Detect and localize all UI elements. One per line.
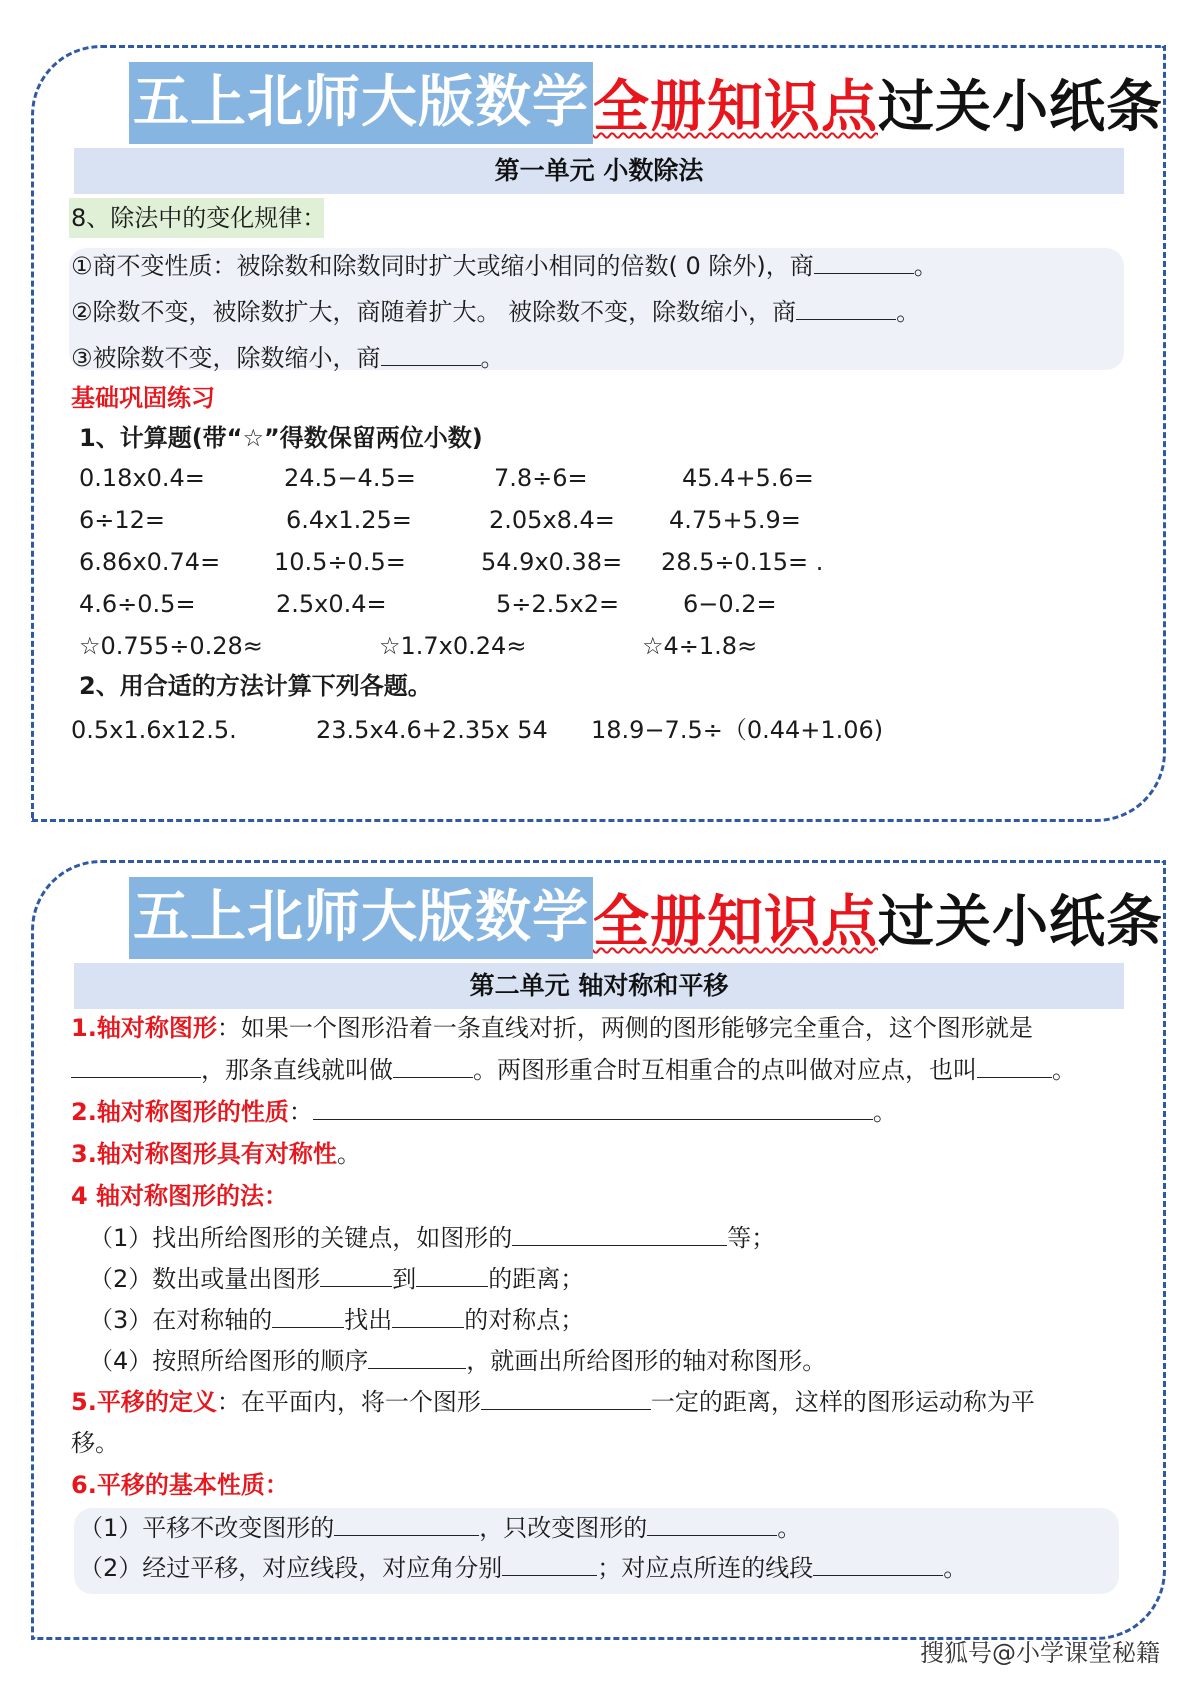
section4-item-2 <box>89 1264 584 1294</box>
calc-item: 10.5÷0.5= <box>274 548 406 576</box>
section1-line1 <box>71 1013 1033 1043</box>
period: 。 <box>913 252 938 280</box>
rule-3 <box>71 343 505 373</box>
watermark: 搜狐号@小学课堂秘籍 <box>920 1639 1160 1667</box>
blank <box>272 1305 344 1328</box>
calc-item: 6−0.2= <box>683 590 777 618</box>
blank <box>814 251 914 274</box>
section1-text: ：如果一个图形沿着一条直线对折，两侧的图形能够完全重合，这个图形就是 <box>216 1014 1033 1042</box>
section4-heading: 4 轴对称图形的法： <box>71 1182 289 1210</box>
unit-title-bar: 第一单元 小数除法 <box>74 148 1124 194</box>
calc-item: 45.4+5.6= <box>682 464 814 492</box>
title-red-part: 全册知识点 <box>593 890 878 955</box>
item-text: ，只改变图形的 <box>479 1514 648 1542</box>
rule-1 <box>71 251 938 281</box>
knowledge-card-unit1 <box>31 45 1166 822</box>
unit-title-bar: 第二单元 轴对称和平移 <box>74 963 1124 1009</box>
blank <box>313 1097 873 1120</box>
section2-colon: ： <box>288 1098 313 1126</box>
calc-item: 54.9x0.38= <box>481 548 623 576</box>
blank <box>512 1223 727 1246</box>
section5-text: ：在平面内，将一个图形 <box>216 1388 481 1416</box>
item-text: 的距离； <box>488 1265 585 1293</box>
item-text: （1）找出所给图形的关键点，如图形的 <box>89 1224 513 1252</box>
item-text: （3）在对称轴的 <box>89 1306 273 1334</box>
calc-item: 0.18x0.4= <box>79 464 205 492</box>
star-calc-item: ☆4÷1.8≈ <box>642 632 758 660</box>
calc-item: 6÷12= <box>79 506 166 534</box>
blank <box>392 1305 464 1328</box>
section6-heading: 6.平移的基本性质： <box>71 1471 289 1499</box>
blank <box>481 1387 651 1410</box>
section3 <box>71 1139 361 1169</box>
title-blue-part: 五上北师大版数学 <box>129 62 593 144</box>
calc-item: 6.4x1.25= <box>286 506 412 534</box>
period: 。 <box>943 1554 968 1582</box>
blank <box>647 1513 777 1536</box>
period: 。 <box>336 1140 361 1168</box>
rule-1-text: ①商不变性质：被除数和除数同时扩大或缩小相同的倍数( 0 除外)，商 <box>71 252 814 280</box>
title-black-part: 过关小纸条 <box>878 890 1163 955</box>
blank <box>393 1055 473 1078</box>
q2-item: 23.5x4.6+2.35x 54 <box>316 716 548 744</box>
knowledge-card-unit2 <box>31 860 1166 1640</box>
blank <box>977 1055 1052 1078</box>
rule-3-text: ③被除数不变，除数缩小，商 <box>71 344 381 372</box>
item-text: 的对称点； <box>464 1306 585 1334</box>
card-title <box>129 62 1163 144</box>
practice-heading: 基础巩固练习 <box>71 384 215 412</box>
section2 <box>71 1097 897 1127</box>
section4-item-1 <box>89 1223 775 1253</box>
blank <box>416 1264 488 1287</box>
blank <box>334 1513 479 1536</box>
item-text: （1）平移不改变图形的 <box>79 1514 335 1542</box>
section1-line2 <box>71 1055 1076 1085</box>
rule-2-text: ②除数不变，被除数扩大，商随着扩大。 被除数不变，除数缩小，商 <box>71 298 797 326</box>
rule-2 <box>71 297 920 327</box>
calc-item: 6.86x0.74= <box>79 548 221 576</box>
section5-line2: 移。 <box>71 1429 119 1457</box>
section5-line1 <box>71 1387 1035 1417</box>
section1-text: ，那条直线就叫做 <box>201 1056 393 1084</box>
item-text: 等； <box>727 1224 776 1252</box>
blank <box>502 1553 597 1576</box>
section1-label: 1.轴对称图形 <box>71 1014 217 1042</box>
calc-item: 24.5−4.5= <box>284 464 416 492</box>
q2-item: 0.5x1.6x12.5. <box>71 716 237 744</box>
period: 。 <box>777 1514 802 1542</box>
item-text: ；对应点所连的线段 <box>597 1554 814 1582</box>
section4-item-3 <box>89 1305 584 1335</box>
calc-item: 2.05x8.4= <box>489 506 615 534</box>
period: 。 <box>480 344 505 372</box>
item-text: （4）按照所给图形的顺序 <box>89 1347 369 1375</box>
section6-item-2 <box>79 1553 967 1583</box>
calc-item: 5÷2.5x2= <box>496 590 620 618</box>
item-text: （2）经过平移，对应线段，对应角分别 <box>79 1554 503 1582</box>
item-text: 到 <box>392 1265 417 1293</box>
title-black-part: 过关小纸条 <box>878 75 1163 140</box>
calc-item: 4.75+5.9= <box>669 506 801 534</box>
title-red-part: 全册知识点 <box>593 75 878 140</box>
blank <box>813 1553 943 1576</box>
blank <box>71 1055 201 1078</box>
q2-heading: 2、用合适的方法计算下列各题。 <box>79 672 432 700</box>
section6-item-1 <box>79 1513 801 1543</box>
star-calc-item: ☆1.7x0.24≈ <box>379 632 527 660</box>
star-calc-item: ☆0.755÷0.28≈ <box>79 632 263 660</box>
title-blue-part: 五上北师大版数学 <box>129 877 593 959</box>
item-text: 找出 <box>344 1306 393 1334</box>
q2-item: 18.9−7.5÷（0.44+1.06) <box>591 716 884 744</box>
calc-item: 28.5÷0.15= . <box>661 548 824 576</box>
calc-item: 2.5x0.4= <box>276 590 387 618</box>
period: 。 <box>872 1098 897 1126</box>
section2-label: 2.轴对称图形的性质 <box>71 1098 289 1126</box>
blank <box>368 1346 466 1369</box>
period: 。 <box>896 298 921 326</box>
item-text: （2）数出或量出图形 <box>89 1265 321 1293</box>
section5-text: 一定的距离，这样的图形运动称为平 <box>650 1388 1035 1416</box>
card-title <box>129 877 1163 959</box>
q1-heading: 1、计算题(带“☆”得数保留两位小数) <box>79 424 483 452</box>
period: 。 <box>1052 1056 1076 1084</box>
calc-item: 4.6÷0.5= <box>79 590 196 618</box>
section1-text: 。两图形重合时互相重合的点叫做对应点，也叫 <box>473 1056 977 1084</box>
calc-item: 7.8÷6= <box>494 464 588 492</box>
blank <box>320 1264 392 1287</box>
section3-label: 3.轴对称图形具有对称性 <box>71 1140 337 1168</box>
blank <box>796 297 896 320</box>
section4-item-4 <box>89 1346 826 1376</box>
item-text: ，就画出所给图形的轴对称图形。 <box>466 1347 827 1375</box>
section8-heading: 8、除法中的变化规律： <box>71 204 327 232</box>
section5-label: 5.平移的定义 <box>71 1388 217 1416</box>
blank <box>381 343 481 366</box>
